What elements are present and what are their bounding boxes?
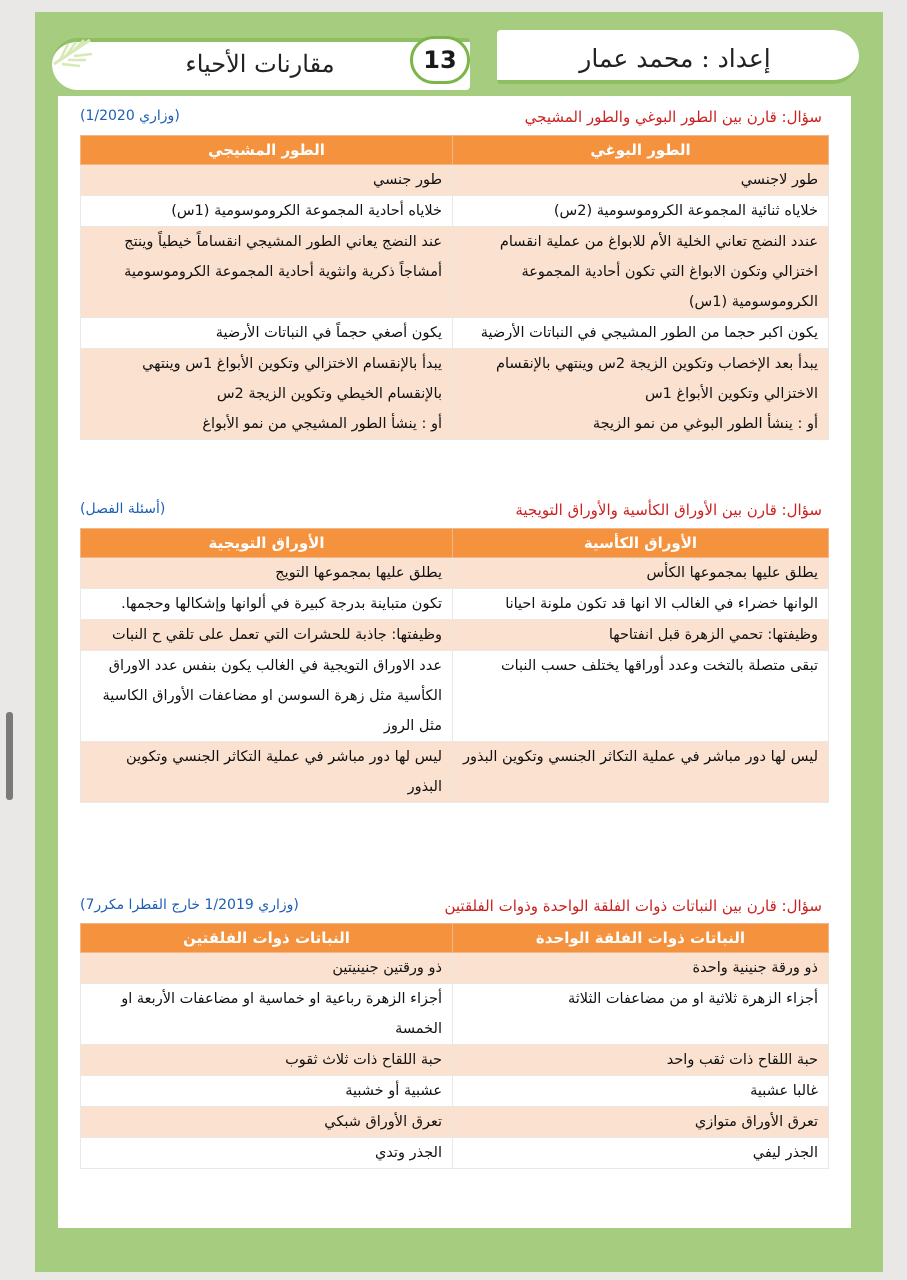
cell-right-concept: تعرق الأوراق شبكي	[81, 1107, 453, 1138]
cell-right-concept: يكون أصغي حجماً في النباتات الأرضية	[81, 318, 453, 349]
table-row	[81, 196, 829, 227]
question-title: سؤال: قارن بين النباتات ذوات الفلقة الواحدة وذوات الفلقتين	[444, 897, 822, 915]
comparison-table	[80, 528, 829, 803]
cell-right-concept: يبدأ بالإنقسام الاختزالي وتكوين الأبواغ 1س وينتهي بالإنقسام الخيطي وتكوين الزيجة 2س أو : ينشأ الطور المشيجي من نمو الأبواغ	[81, 349, 453, 440]
column-header: الأوراق الكأسية	[453, 529, 829, 558]
table-header-row	[81, 529, 829, 558]
question-row	[80, 897, 822, 923]
cell-right-concept: خلاياه أحادية المجموعة الكروموسومية (1س)	[81, 196, 453, 227]
page-number-badge: 13	[410, 36, 470, 84]
cell-left-concept: وظيفتها: تحمي الزهرة قبل انفتاحها	[453, 620, 829, 651]
cell-right-concept: عدد الاوراق التويجية في الغالب يكون بنفس عدد الاوراق الكأسية مثل زهرة السوسن او مضاعفات الأوراق الكاسية مثل الروز	[81, 651, 453, 742]
scroll-handle[interactable]	[6, 712, 13, 800]
question-title: سؤال: قارن بين الأوراق الكأسية والأوراق التويجية	[515, 501, 822, 519]
cell-right-concept: ذو ورقتين جنينيتين	[81, 953, 453, 984]
table-row	[81, 1107, 829, 1138]
cell-right-concept: حبة اللقاح ذات ثلاث ثقوب	[81, 1045, 453, 1076]
cell-left-concept: خلاياه ثنائية المجموعة الكروموسومية (2س)	[453, 196, 829, 227]
column-header: النباتات ذوات الفلقتين	[81, 924, 453, 953]
comparison-table	[80, 135, 829, 440]
column-header: الأوراق التويجية	[81, 529, 453, 558]
cell-right-concept: عند النضج يعاني الطور المشيجي انقساماً خيطياً وينتج أمشاجاً ذكرية وانثوية أحادية المجموعة الكروموسومية	[81, 227, 453, 318]
table-row	[81, 589, 829, 620]
cell-left-concept: طور لاجنسي	[453, 165, 829, 196]
cell-left-concept: يطلق عليها بمجموعها الكأس	[453, 558, 829, 589]
table-row	[81, 558, 829, 589]
cell-left-concept: يكون اكبر حجما من الطور المشيجي في النباتات الأرضية	[453, 318, 829, 349]
table-row	[81, 1045, 829, 1076]
cell-right-concept: أجزاء الزهرة رباعية او خماسية او مضاعفات الأربعة او الخمسة	[81, 984, 453, 1045]
table-row	[81, 742, 829, 803]
table-header-row	[81, 136, 829, 165]
table-row	[81, 1076, 829, 1107]
cell-left-concept: الوانها خضراء في الغالب الا انها قد تكون ملونة احيانا	[453, 589, 829, 620]
column-header: النباتات ذوات الفلقة الواحدة	[453, 924, 829, 953]
cell-left-concept: ليس لها دور مباشر في عملية التكاثر الجنسي وتكوين البذور	[453, 742, 829, 803]
cell-right-concept: ليس لها دور مباشر في عملية التكاثر الجنسي وتكوين البذور	[81, 742, 453, 803]
cell-left-concept: تعرق الأوراق متوازي	[453, 1107, 829, 1138]
table-row	[81, 651, 829, 742]
question-source: (وزاري 1/2020)	[80, 108, 180, 124]
table-row	[81, 984, 829, 1045]
table-header-row	[81, 924, 829, 953]
question-source: (أسئلة الفصل)	[80, 501, 166, 517]
column-header: الطور البوغي	[453, 136, 829, 165]
question-source: (وزاري 1/2019 خارج القطرا مكرر7)	[80, 897, 299, 913]
table-row	[81, 349, 829, 440]
table-row	[81, 318, 829, 349]
cell-left-concept: يبدأ بعد الإخصاب وتكوين الزيجة 2س وينتهي بالإنقسام الاختزالي وتكوين الأبواغ 1س أو : ينشأ الطور البوغي من نمو الزيجة	[453, 349, 829, 440]
author-label: إعداد : محمد عمار	[579, 44, 771, 73]
cell-left-concept: حبة اللقاح ذات ثقب واحد	[453, 1045, 829, 1076]
cell-left-concept: عندد النضج تعاني الخلية الأم للابواغ من عملية انقسام اختزالي وتكون الابواغ التي تكون أحادية المجموعة الكروموسومية (1س)	[453, 227, 829, 318]
cell-left-concept: أجزاء الزهرة ثلاثية او من مضاعفات الثلاثة	[453, 984, 829, 1045]
cell-right-concept: الجذر وتدي	[81, 1138, 453, 1169]
cell-right-concept: طور جنسي	[81, 165, 453, 196]
table-row	[81, 953, 829, 984]
question-title: سؤال: قارن بين الطور البوغي والطور المشيجي	[524, 108, 822, 126]
cell-right-concept: وظيفتها: جاذبة للحشرات التي تعمل على تلقي ح النبات	[81, 620, 453, 651]
cell-right-concept: تكون متباينة بدرجة كبيرة في ألوانها وإشكالها وحجمها.	[81, 589, 453, 620]
cell-left-concept: الجذر ليفي	[453, 1138, 829, 1169]
question-row	[80, 108, 822, 134]
table-row	[81, 1138, 829, 1169]
leaf-decoration-icon	[50, 34, 120, 74]
cell-left-concept: تبقى متصلة بالتخت وعدد أوراقها يختلف حسب النبات	[453, 651, 829, 742]
cell-left-concept: غالبا عشبية	[453, 1076, 829, 1107]
document-title: مقارنات الأحياء	[185, 50, 335, 78]
question-row	[80, 501, 822, 527]
comparison-table	[80, 923, 829, 1169]
table-row	[81, 227, 829, 318]
cell-right-concept: يطلق عليها بمجموعها التويج	[81, 558, 453, 589]
table-row	[81, 620, 829, 651]
cell-right-concept: عشبية أو خشبية	[81, 1076, 453, 1107]
cell-left-concept: ذو ورقة جنينية واحدة	[453, 953, 829, 984]
table-row	[81, 165, 829, 196]
column-header: الطور المشيجي	[81, 136, 453, 165]
